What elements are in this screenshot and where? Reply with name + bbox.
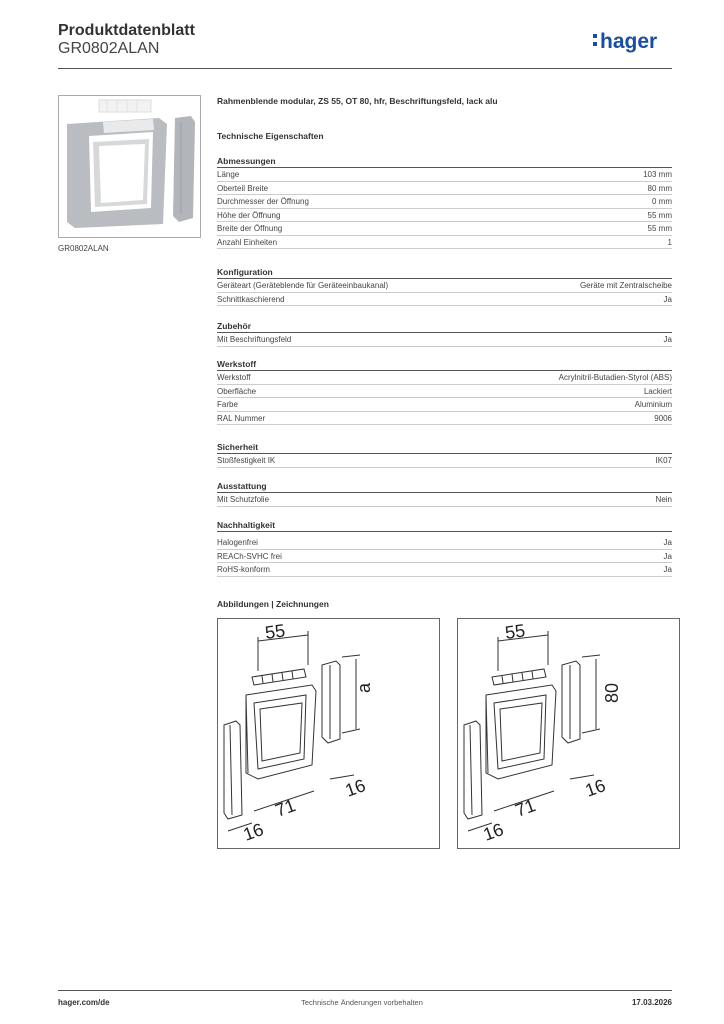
row-label: Stoßfestigkeit IK — [217, 456, 276, 465]
row-value: 9006 — [654, 413, 672, 423]
table-row — [217, 168, 672, 182]
table-row — [217, 209, 672, 223]
section-title: Nachhaltigkeit — [217, 519, 672, 532]
row-label: Schnittkaschierend — [217, 294, 285, 304]
row-value: Ja — [663, 551, 672, 561]
table-row — [217, 222, 672, 236]
table-row — [217, 279, 672, 293]
row-value: Ja — [663, 335, 672, 344]
row-label: Oberteil Breite — [217, 183, 269, 193]
row-label: RAL Nummer — [217, 413, 266, 423]
section-ausstattung — [217, 480, 672, 507]
row-value: Geräte mit Zentralscheibe — [579, 281, 672, 290]
table-row — [217, 182, 672, 196]
dim-left-label: 16 — [240, 819, 267, 845]
footer-divider — [58, 990, 672, 991]
header-divider — [58, 68, 672, 69]
section-title: Konfiguration — [217, 266, 672, 279]
table-row — [217, 412, 672, 426]
row-label: Höhe der Öffnung — [217, 210, 281, 220]
product-image — [58, 95, 201, 238]
dim-top-label: 55 — [263, 620, 287, 643]
dim-bottom-label: 71 — [512, 795, 539, 821]
footer-notice: Technische Änderungen vorbehalten — [301, 998, 423, 1007]
dim-bottom-label: 71 — [272, 795, 299, 821]
row-label: RoHS-konform — [217, 565, 270, 574]
row-value: 55 mm — [647, 224, 672, 233]
row-value: IK07 — [655, 456, 672, 465]
product-image-caption: GR0802ALAN — [58, 244, 109, 253]
section-title: Ausstattung — [217, 480, 672, 493]
section-title: Abmessungen — [217, 155, 672, 168]
row-label: Länge — [217, 170, 240, 179]
dim-right-label: 16 — [582, 775, 609, 801]
drawings-heading: Abbildungen | Zeichnungen — [217, 599, 329, 609]
table-row — [217, 385, 672, 399]
logo-text: hager — [600, 30, 658, 53]
dim-side-label: a — [354, 682, 374, 693]
row-value: 55 mm — [647, 210, 672, 220]
dim-left-label: 16 — [480, 819, 507, 845]
row-value: 1 — [667, 237, 672, 247]
dim-side-label: 80 — [602, 682, 622, 703]
section-title: Sicherheit — [217, 441, 672, 454]
technical-drawing-1 — [217, 618, 440, 849]
section-zubehoer — [217, 320, 672, 347]
row-label: REACh-SVHC frei — [217, 551, 282, 561]
row-label: Geräteart (Geräteblende für Geräteeinbaukanal) — [217, 281, 389, 290]
product-code: GR0802ALAN — [58, 40, 160, 57]
row-value: 103 mm — [643, 170, 672, 179]
footer-website-link[interactable]: hager.com/de — [58, 998, 110, 1007]
footer-date: 17.03.2026 — [631, 998, 672, 1007]
row-label: Anzahl Einheiten — [217, 237, 278, 247]
row-label: Breite der Öffnung — [217, 224, 283, 233]
section-werkstoff — [217, 358, 672, 425]
dim-top-label: 55 — [503, 620, 527, 643]
row-value: Ja — [663, 538, 672, 547]
row-label: Mit Schutzfolie — [217, 495, 270, 504]
section-konfiguration — [217, 266, 672, 306]
row-value: Aluminium — [634, 400, 672, 409]
product-description: Rahmenblende modular, ZS 55, OT 80, hfr, Beschriftungsfeld, lack alu — [217, 96, 498, 106]
row-label: Mit Beschriftungsfeld — [217, 335, 292, 344]
row-value: Lackiert — [643, 386, 672, 396]
table-row — [217, 293, 672, 307]
table-row — [217, 493, 672, 507]
section-sicherheit — [217, 441, 672, 468]
row-value: Acrylnitril-Butadien-Styrol (ABS) — [558, 373, 672, 382]
row-value: Nein — [655, 495, 672, 504]
section-title: Werkstoff — [217, 358, 672, 371]
table-row — [217, 563, 672, 577]
table-row — [217, 371, 672, 385]
technical-drawing-2 — [457, 618, 680, 849]
table-row — [217, 536, 672, 550]
row-label: Halogenfrei — [217, 538, 258, 547]
row-label: Farbe — [217, 400, 238, 409]
dim-right-label: 16 — [342, 775, 369, 801]
row-value: 0 mm — [652, 197, 672, 206]
table-row — [217, 398, 672, 412]
section-title: Zubehör — [217, 320, 672, 333]
section-nachhaltigkeit — [217, 519, 672, 577]
document-title: Produktdatenblatt — [58, 22, 195, 39]
table-row — [217, 195, 672, 209]
table-row — [217, 333, 672, 347]
section-abmessungen — [217, 155, 672, 249]
row-value: Ja — [663, 294, 672, 304]
row-label: Durchmesser der Öffnung — [217, 197, 309, 206]
table-row — [217, 454, 672, 468]
table-row — [217, 236, 672, 250]
row-value: Ja — [663, 565, 672, 574]
row-value: 80 mm — [647, 183, 672, 193]
table-row — [217, 550, 672, 564]
hager-logo — [592, 28, 674, 56]
row-label: Oberfläche — [217, 386, 257, 396]
row-label: Werkstoff — [217, 373, 251, 382]
tech-properties-heading: Technische Eigenschaften — [217, 131, 324, 141]
